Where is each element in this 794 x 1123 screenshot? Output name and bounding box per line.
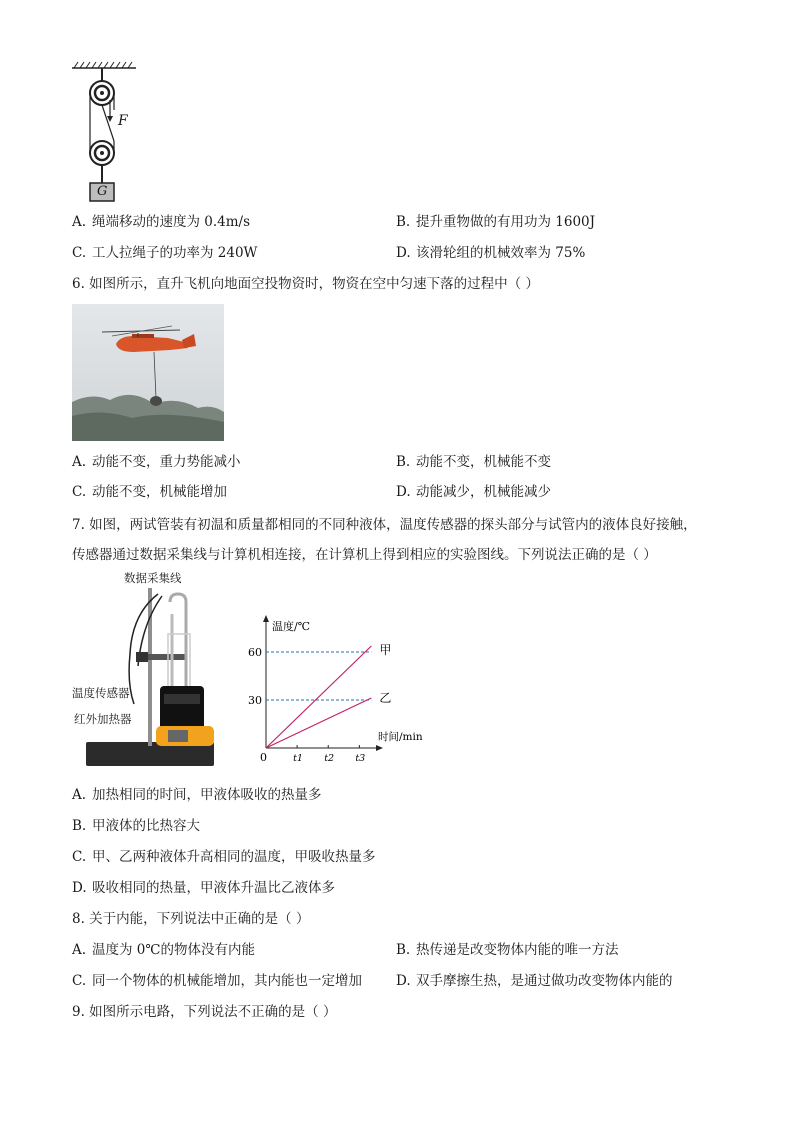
chart-xlabel: 时间/min — [378, 731, 423, 743]
q6-option-a[interactable]: A. 动能不变，重力势能减小 — [72, 454, 241, 470]
chart-ylabel: 温度/℃ — [272, 620, 311, 633]
q7-stem-line1: 7. 如图，两试管装有初温和质量都相同的不同种液体，温度传感器的探头部分与试管内的液体良好接触， — [72, 517, 697, 533]
chart-series-line-0 — [266, 646, 371, 748]
chart-series-label-yi: 乙 — [379, 691, 392, 705]
weight-label: G — [97, 184, 108, 199]
q6-option-c[interactable]: C. 动能不变，机械能增加 — [72, 484, 227, 500]
chart-origin-label: 0 — [260, 751, 267, 764]
q8-option-b[interactable]: B. 热传递是改变物体内能的唯一方法 — [396, 942, 619, 958]
sensor-label: 温度传感器 — [72, 686, 130, 700]
q9-stem: 9. 如图所示电路，下列说法不正确的是（ ） — [72, 1004, 337, 1020]
chart-xtick-t3: t3 — [355, 753, 366, 764]
q7-option-a[interactable]: A. 加热相同的时间，甲液体吸收的热量多 — [72, 787, 322, 803]
q8-option-a[interactable]: A. 温度为 0℃的物体没有内能 — [72, 942, 255, 958]
q5-option-a[interactable]: A. 绳端移动的速度为 0.4m/s — [72, 214, 251, 230]
q7-option-b[interactable]: B. 甲液体的比热容大 — [72, 818, 200, 834]
q5-option-b[interactable]: B. 提升重物做的有用功为 1600J — [396, 214, 596, 230]
chart-series-label-jia: 甲 — [379, 643, 392, 657]
q6-option-d[interactable]: D. 动能减少，机械能减少 — [396, 484, 551, 500]
chart-x-axis-arrow — [376, 745, 383, 751]
heating-apparatus-photo — [72, 574, 222, 774]
chart-ytick-60: 60 — [248, 646, 262, 659]
q5-option-c[interactable]: C. 工人拉绳子的功率为 240W — [72, 245, 258, 261]
q6-stem: 6. 如图所示，直升飞机向地面空投物资时，物资在空中匀速下落的过程中（ ） — [72, 276, 539, 292]
pulley-system-figure — [68, 60, 148, 205]
force-label: F — [118, 113, 128, 129]
chart-ytick-30: 30 — [248, 694, 262, 707]
q7-option-d[interactable]: D. 吸收相同的热量，甲液体升温比乙液体多 — [72, 880, 335, 896]
chart-xtick-t2: t2 — [324, 753, 335, 764]
chart-series-line-1 — [266, 698, 371, 748]
helicopter-photo — [72, 304, 224, 441]
q7-option-c[interactable]: C. 甲、乙两种液体升高相同的温度，甲吸收热量多 — [72, 849, 376, 865]
heater-label: 红外加热器 — [74, 712, 132, 726]
data-line-label: 数据采集线 — [124, 571, 182, 585]
temperature-time-chart — [244, 612, 434, 772]
q7-stem-line2: 传感器通过数据采集线与计算机相连接，在计算机上得到相应的实验图线。下列说法正确的是（ ） — [72, 547, 657, 563]
q8-stem: 8. 关于内能，下列说法中正确的是（ ） — [72, 911, 310, 927]
q6-option-b[interactable]: B. 动能不变，机械能不变 — [396, 454, 551, 470]
chart-y-axis-arrow — [263, 615, 269, 622]
q5-option-d[interactable]: D. 该滑轮组的机械效率为 75% — [396, 245, 586, 261]
q8-option-d[interactable]: D. 双手摩擦生热，是通过做功改变物体内能的 — [396, 973, 673, 989]
chart-xtick-t1: t1 — [293, 753, 303, 764]
q8-option-c[interactable]: C. 同一个物体的机械能增加，其内能也一定增加 — [72, 973, 362, 989]
